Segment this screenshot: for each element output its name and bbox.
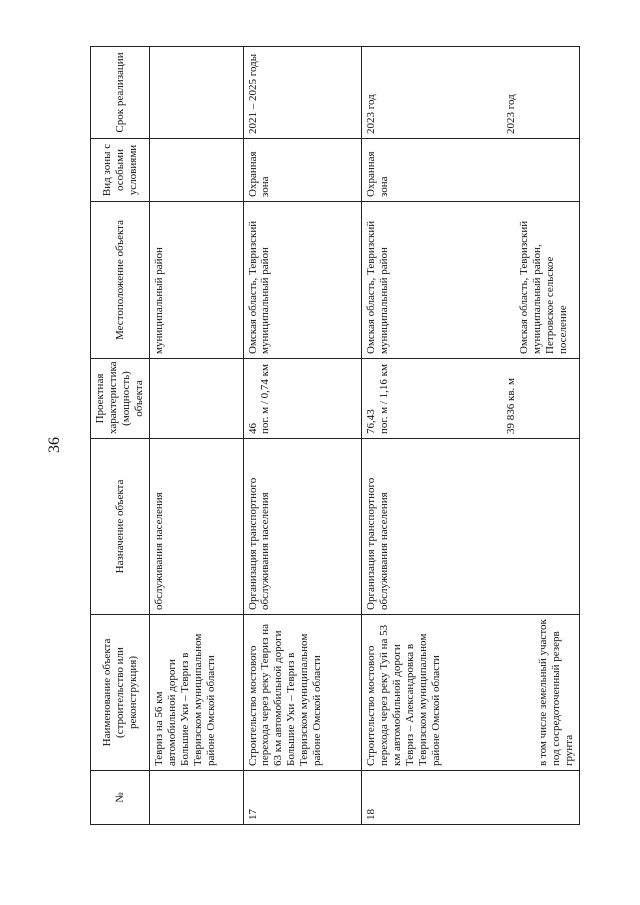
cell-zone xyxy=(150,139,243,202)
cell-zone: Охранная зона xyxy=(362,139,580,202)
object-period: 2023 год xyxy=(365,94,378,134)
cell-period xyxy=(150,47,243,139)
header-zone: Вид зоны с особыми условиями xyxy=(91,139,150,202)
cell-location xyxy=(362,202,580,359)
capacity-value: 76,43 xyxy=(365,409,378,434)
header-location: Местоположение объекта xyxy=(91,202,150,359)
header-row xyxy=(91,47,150,825)
sub-capacity: 39 836 кв. м xyxy=(505,378,518,434)
sub-period: 2023 год xyxy=(505,94,518,134)
object-location: Омская область, Тевризский муниципальный район xyxy=(365,220,390,354)
cell-purpose: обслуживания населения xyxy=(150,439,243,615)
header-num: № xyxy=(91,771,150,825)
header-name: Наименование объекта (строительство или реконструкция) xyxy=(91,615,150,771)
cell-capacity xyxy=(243,359,362,439)
cell-name: Строительство мостового перехода через реку Тевриз на 63 км автомобильной дороги Большие Уки – Тевриз в Тевризском муниципальном районе Омской области xyxy=(243,615,362,771)
cell-name xyxy=(362,615,580,771)
rotated-table-area xyxy=(90,47,580,825)
cell-purpose: Организация транспортного обслуживания населения xyxy=(362,439,580,615)
sub-location: Омская область, Тевризский муниципальный район, Петровское сельское поселение xyxy=(518,220,570,354)
page-number: 36 xyxy=(46,437,63,453)
table-row xyxy=(243,47,362,825)
header-period: Срок реализации xyxy=(91,47,150,139)
table-row xyxy=(362,47,580,825)
capacity-unit: пог. м / 0,74 км xyxy=(259,364,272,434)
header-purpose: Назначение объекта xyxy=(91,439,150,615)
cell-num: 17 xyxy=(243,771,362,825)
cell-location: муниципальный район xyxy=(150,202,243,359)
objects-table xyxy=(90,46,580,825)
object-name: Строительство мостового перехода через реку Туй на 53 км автомобильной дороги Тевриз – Александровка в Тевризском муниципальном районе Омской области xyxy=(365,624,442,766)
capacity-unit: пог. м / 1,16 км xyxy=(377,364,390,434)
cell-purpose: Организация транспортного обслуживания населения xyxy=(243,439,362,615)
cell-zone: Охранная зона xyxy=(243,139,362,202)
table-row xyxy=(150,47,243,825)
cell-period: 2021 – 2025 годы xyxy=(243,47,362,139)
cell-num: 18 xyxy=(362,771,580,825)
cell-num xyxy=(150,771,243,825)
capacity-value: 46 xyxy=(246,423,259,434)
cell-capacity xyxy=(362,359,580,439)
landscape-wrapper xyxy=(90,47,580,825)
cell-name: Тевриз на 56 км автомобильной дороги Большие Уки – Тевриз в Тевризском муниципальном районе Омской области xyxy=(150,615,243,771)
sub-object-name: в том числе земельный участок под сосредоточенный резерв грунта xyxy=(537,619,576,766)
header-capacity: Проектная характеристика (мощность) объекта xyxy=(91,359,150,439)
cell-capacity xyxy=(150,359,243,439)
cell-location: Омская область, Тевризский муниципальный район xyxy=(243,202,362,359)
cell-period xyxy=(362,47,580,139)
